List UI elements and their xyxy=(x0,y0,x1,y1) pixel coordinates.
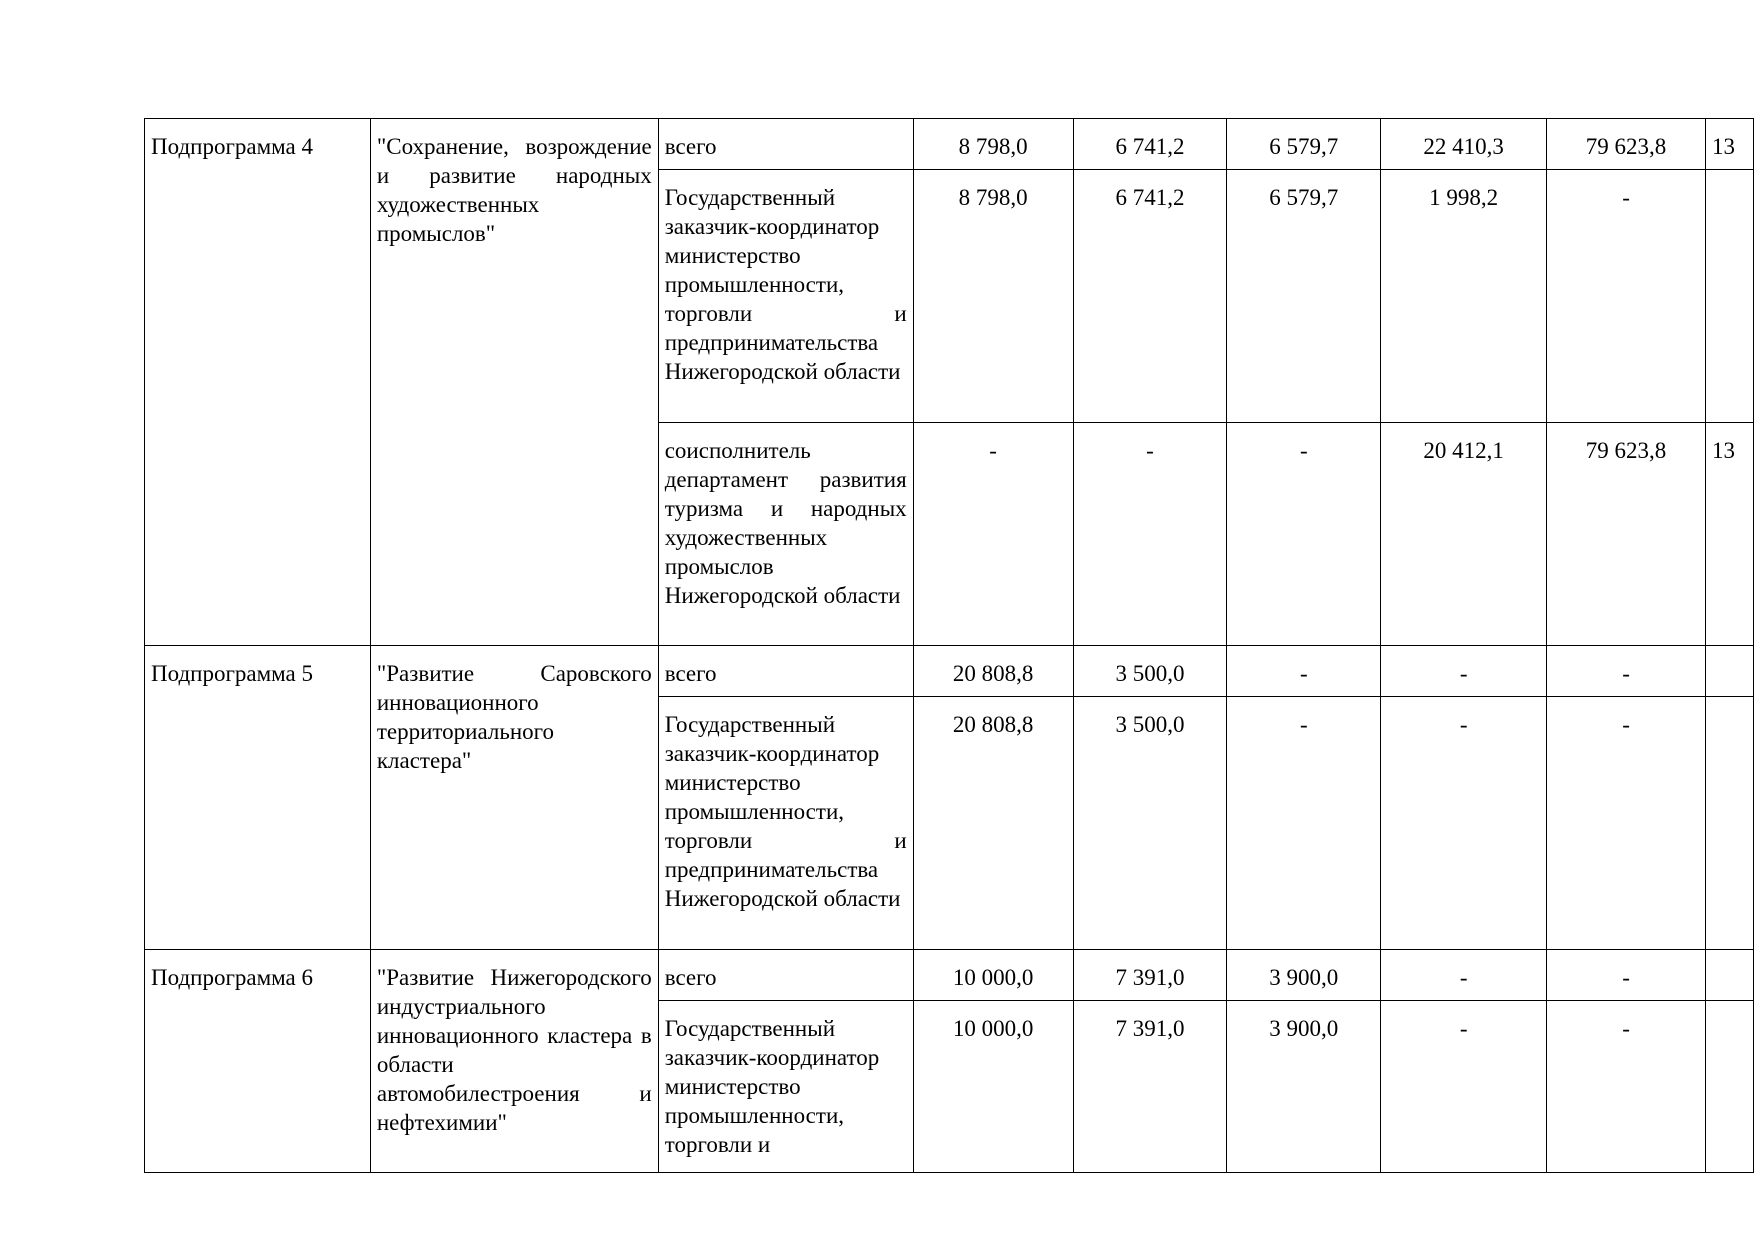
value-cell: 1 998,2 xyxy=(1381,170,1547,423)
subprogram-label: Подпрограмма 4 xyxy=(145,119,371,646)
value-cell: 6 579,7 xyxy=(1227,119,1381,170)
value-cell: - xyxy=(1547,697,1706,950)
clipped-value-cell xyxy=(1705,697,1753,950)
row-role: всего xyxy=(658,646,913,697)
row-role: Государственный заказчик-координатор министерство промышленности, торговли и предпринимательства Нижегородской области xyxy=(658,170,913,423)
clipped-value-cell xyxy=(1705,1001,1753,1173)
clipped-value-cell xyxy=(1705,646,1753,697)
value-cell: - xyxy=(1227,646,1381,697)
value-cell: 7 391,0 xyxy=(1073,950,1227,1001)
table-row xyxy=(145,950,1754,1001)
value-cell: 8 798,0 xyxy=(913,170,1073,423)
row-role: Государственный заказчик-координатор министерство промышленности, торговли и xyxy=(658,1001,913,1173)
row-role: соисполнитель департамент развития туризма и народных художественных промыслов Нижегородской области xyxy=(658,423,913,646)
value-cell: 6 741,2 xyxy=(1073,170,1227,423)
value-cell: - xyxy=(1547,950,1706,1001)
value-cell: 6 579,7 xyxy=(1227,170,1381,423)
subprogram-title: "Развитие Нижегородского индустриального инновационного кластера в области автомобилестроения и нефтехимии" xyxy=(370,950,658,1173)
value-cell: - xyxy=(1227,697,1381,950)
value-cell: 10 000,0 xyxy=(913,950,1073,1001)
value-cell: - xyxy=(1381,950,1547,1001)
value-cell: 7 391,0 xyxy=(1073,1001,1227,1173)
value-cell: 8 798,0 xyxy=(913,119,1073,170)
value-cell: 20 808,8 xyxy=(913,646,1073,697)
row-role: Государственный заказчик-координатор министерство промышленности, торговли и предпринимательства Нижегородской области xyxy=(658,697,913,950)
value-cell: 79 623,8 xyxy=(1547,119,1706,170)
value-cell: - xyxy=(1381,1001,1547,1173)
clipped-value-cell xyxy=(1705,950,1753,1001)
subprogram-title: "Развитие Саровского инновационного территориального кластера" xyxy=(370,646,658,950)
subprogram-title: "Сохранение, возрождение и развитие народных художественных промыслов" xyxy=(370,119,658,646)
value-cell: - xyxy=(1227,423,1381,646)
clipped-value-cell: 13 xyxy=(1705,119,1753,170)
value-cell: - xyxy=(1381,697,1547,950)
value-cell: 20 808,8 xyxy=(913,697,1073,950)
value-cell: - xyxy=(1547,170,1706,423)
value-cell: - xyxy=(1547,1001,1706,1173)
table-row xyxy=(145,119,1754,170)
value-cell: - xyxy=(913,423,1073,646)
value-cell: 3 500,0 xyxy=(1073,697,1227,950)
row-role: всего xyxy=(658,950,913,1001)
value-cell: 3 900,0 xyxy=(1227,1001,1381,1173)
value-cell: - xyxy=(1547,646,1706,697)
clipped-value-cell: 13 xyxy=(1705,423,1753,646)
value-cell: - xyxy=(1073,423,1227,646)
clipped-value-cell xyxy=(1705,170,1753,423)
subprogram-label: Подпрограмма 5 xyxy=(145,646,371,950)
value-cell: 10 000,0 xyxy=(913,1001,1073,1173)
value-cell: 20 412,1 xyxy=(1381,423,1547,646)
value-cell: 6 741,2 xyxy=(1073,119,1227,170)
table-row xyxy=(145,646,1754,697)
value-cell: 22 410,3 xyxy=(1381,119,1547,170)
value-cell: 3 900,0 xyxy=(1227,950,1381,1001)
value-cell: - xyxy=(1381,646,1547,697)
value-cell: 3 500,0 xyxy=(1073,646,1227,697)
subprogram-label: Подпрограмма 6 xyxy=(145,950,371,1173)
value-cell: 79 623,8 xyxy=(1547,423,1706,646)
budget-table xyxy=(144,118,1754,1173)
row-role: всего xyxy=(658,119,913,170)
